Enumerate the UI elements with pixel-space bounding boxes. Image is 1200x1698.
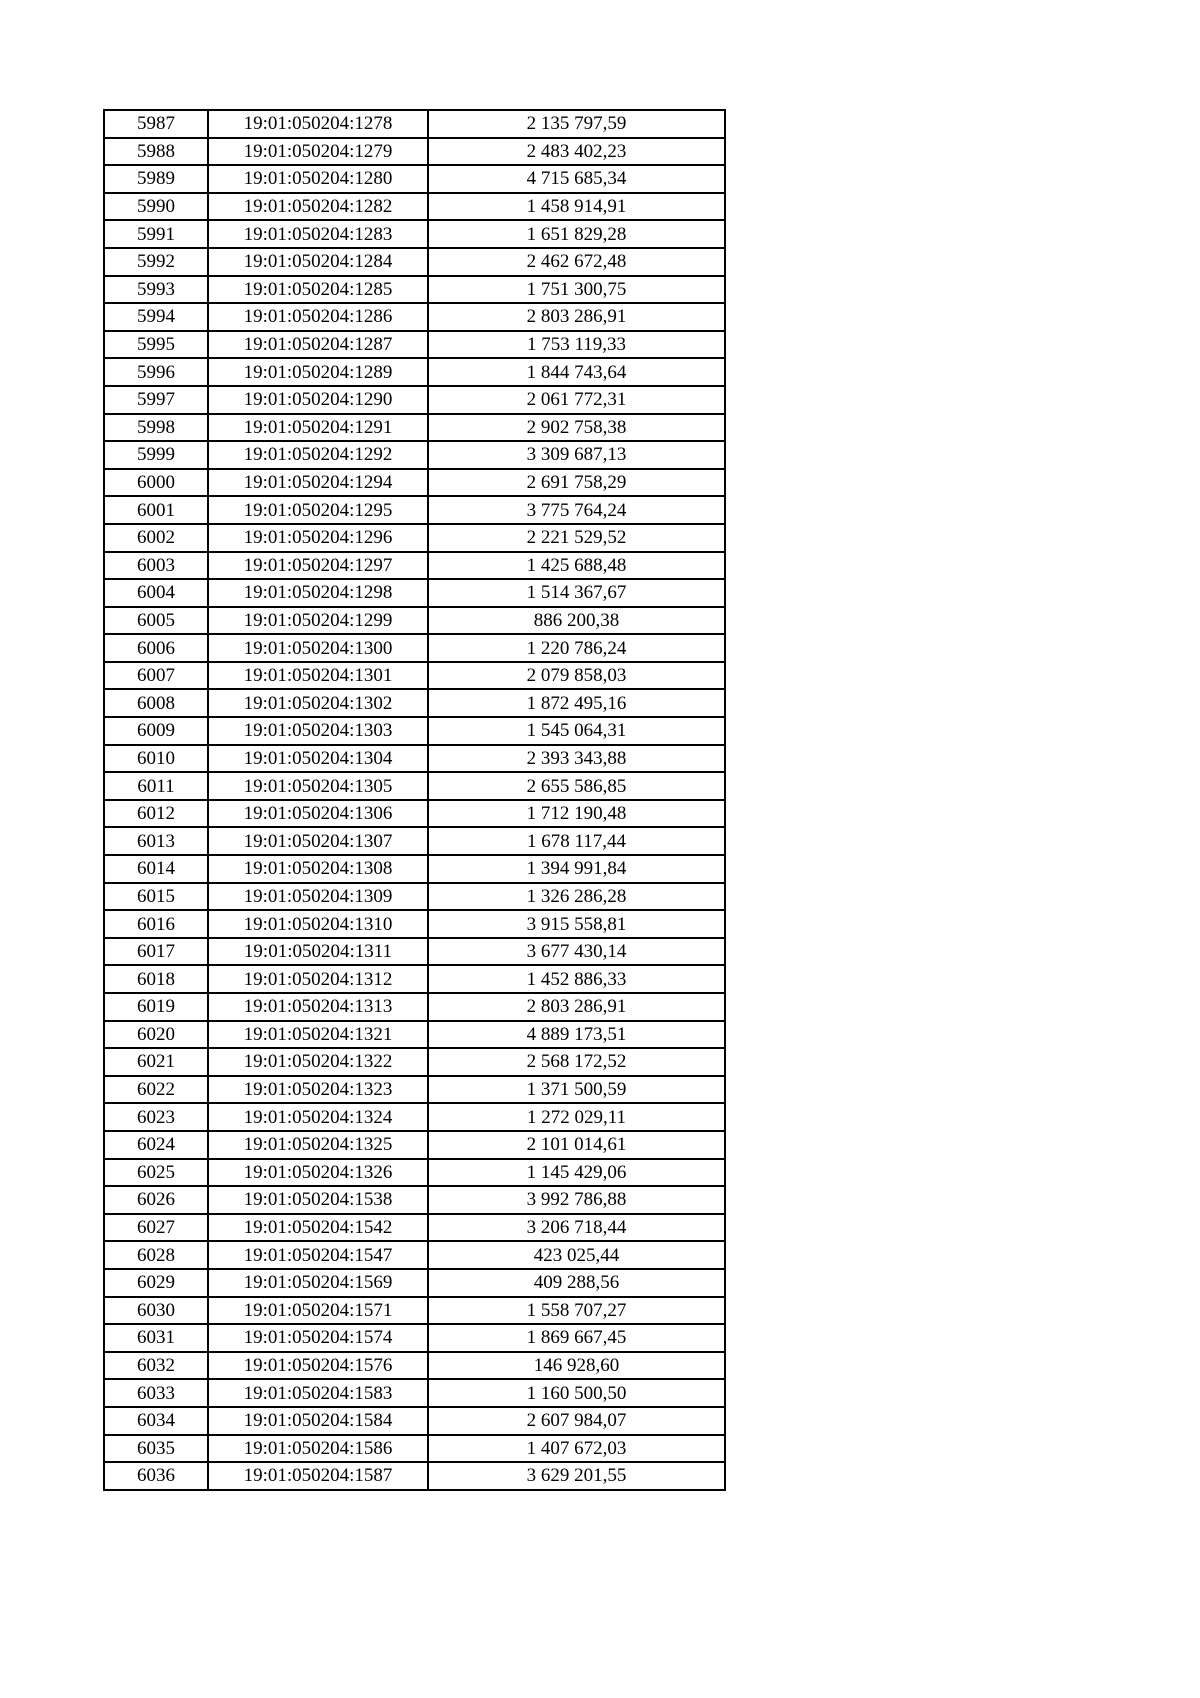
cadastral-value-cell: 1 651 829,28 bbox=[428, 220, 725, 248]
table-row bbox=[104, 634, 725, 662]
cadastral-number-cell: 19:01:050204:1283 bbox=[208, 220, 428, 248]
cadastral-number-cell: 19:01:050204:1301 bbox=[208, 662, 428, 690]
table-row bbox=[104, 772, 725, 800]
cadastral-value-cell: 1 514 367,67 bbox=[428, 579, 725, 607]
cadastral-value-cell: 1 844 743,64 bbox=[428, 358, 725, 386]
cadastral-value-cell: 2 655 586,85 bbox=[428, 772, 725, 800]
cadastral-value-cell: 1 872 495,16 bbox=[428, 689, 725, 717]
cadastral-number-cell: 19:01:050204:1292 bbox=[208, 441, 428, 469]
row-number-cell: 6003 bbox=[104, 552, 208, 580]
cadastral-value-cell: 1 751 300,75 bbox=[428, 276, 725, 304]
cadastral-value-cell: 2 607 984,07 bbox=[428, 1407, 725, 1435]
cadastral-number-cell: 19:01:050204:1278 bbox=[208, 110, 428, 138]
cadastral-value-table bbox=[103, 109, 726, 1491]
cadastral-value-cell: 2 135 797,59 bbox=[428, 110, 725, 138]
cadastral-number-cell: 19:01:050204:1287 bbox=[208, 331, 428, 359]
cadastral-number-cell: 19:01:050204:1299 bbox=[208, 607, 428, 635]
cadastral-number-cell: 19:01:050204:1571 bbox=[208, 1297, 428, 1325]
row-number-cell: 6025 bbox=[104, 1159, 208, 1187]
table-row bbox=[104, 1214, 725, 1242]
row-number-cell: 5991 bbox=[104, 220, 208, 248]
row-number-cell: 6022 bbox=[104, 1076, 208, 1104]
cadastral-value-cell: 1 326 286,28 bbox=[428, 883, 725, 911]
table-body bbox=[104, 110, 725, 1490]
table-row bbox=[104, 993, 725, 1021]
cadastral-number-cell: 19:01:050204:1326 bbox=[208, 1159, 428, 1187]
cadastral-number-cell: 19:01:050204:1307 bbox=[208, 827, 428, 855]
cadastral-number-cell: 19:01:050204:1298 bbox=[208, 579, 428, 607]
cadastral-value-cell: 1 220 786,24 bbox=[428, 634, 725, 662]
table-row bbox=[104, 1379, 725, 1407]
cadastral-number-cell: 19:01:050204:1297 bbox=[208, 552, 428, 580]
cadastral-number-cell: 19:01:050204:1311 bbox=[208, 938, 428, 966]
table-row bbox=[104, 1352, 725, 1380]
row-number-cell: 5998 bbox=[104, 414, 208, 442]
row-number-cell: 6035 bbox=[104, 1435, 208, 1463]
table-row bbox=[104, 1269, 725, 1297]
table-row bbox=[104, 303, 725, 331]
cadastral-value-cell: 2 101 014,61 bbox=[428, 1131, 725, 1159]
cadastral-value-cell: 4 715 685,34 bbox=[428, 165, 725, 193]
cadastral-value-cell: 1 458 914,91 bbox=[428, 193, 725, 221]
cadastral-number-cell: 19:01:050204:1304 bbox=[208, 745, 428, 773]
cadastral-number-cell: 19:01:050204:1323 bbox=[208, 1076, 428, 1104]
cadastral-number-cell: 19:01:050204:1538 bbox=[208, 1186, 428, 1214]
cadastral-number-cell: 19:01:050204:1542 bbox=[208, 1214, 428, 1242]
table-row bbox=[104, 965, 725, 993]
cadastral-value-cell: 3 992 786,88 bbox=[428, 1186, 725, 1214]
cadastral-number-cell: 19:01:050204:1305 bbox=[208, 772, 428, 800]
table-row bbox=[104, 1021, 725, 1049]
cadastral-value-cell: 2 221 529,52 bbox=[428, 524, 725, 552]
row-number-cell: 6034 bbox=[104, 1407, 208, 1435]
cadastral-number-cell: 19:01:050204:1309 bbox=[208, 883, 428, 911]
cadastral-value-cell: 3 206 718,44 bbox=[428, 1214, 725, 1242]
cadastral-number-cell: 19:01:050204:1308 bbox=[208, 855, 428, 883]
row-number-cell: 5988 bbox=[104, 138, 208, 166]
cadastral-value-cell: 2 079 858,03 bbox=[428, 662, 725, 690]
table-row bbox=[104, 276, 725, 304]
cadastral-number-cell: 19:01:050204:1300 bbox=[208, 634, 428, 662]
row-number-cell: 6032 bbox=[104, 1352, 208, 1380]
cadastral-number-cell: 19:01:050204:1586 bbox=[208, 1435, 428, 1463]
table-row bbox=[104, 662, 725, 690]
cadastral-value-cell: 1 425 688,48 bbox=[428, 552, 725, 580]
cadastral-value-cell: 2 568 172,52 bbox=[428, 1048, 725, 1076]
cadastral-value-cell: 2 462 672,48 bbox=[428, 248, 725, 276]
row-number-cell: 6002 bbox=[104, 524, 208, 552]
row-number-cell: 6036 bbox=[104, 1462, 208, 1490]
table-row bbox=[104, 552, 725, 580]
row-number-cell: 6027 bbox=[104, 1214, 208, 1242]
cadastral-value-cell: 409 288,56 bbox=[428, 1269, 725, 1297]
table-row bbox=[104, 1435, 725, 1463]
table-row bbox=[104, 827, 725, 855]
table-row bbox=[104, 524, 725, 552]
cadastral-number-cell: 19:01:050204:1587 bbox=[208, 1462, 428, 1490]
cadastral-value-cell: 1 869 667,45 bbox=[428, 1324, 725, 1352]
table-row bbox=[104, 1407, 725, 1435]
table-row bbox=[104, 938, 725, 966]
cadastral-value-cell: 3 677 430,14 bbox=[428, 938, 725, 966]
cadastral-number-cell: 19:01:050204:1303 bbox=[208, 717, 428, 745]
row-number-cell: 6007 bbox=[104, 662, 208, 690]
table-row bbox=[104, 579, 725, 607]
row-number-cell: 5989 bbox=[104, 165, 208, 193]
cadastral-value-cell: 3 915 558,81 bbox=[428, 910, 725, 938]
cadastral-value-cell: 1 452 886,33 bbox=[428, 965, 725, 993]
cadastral-number-cell: 19:01:050204:1289 bbox=[208, 358, 428, 386]
table-row bbox=[104, 689, 725, 717]
table-row bbox=[104, 1048, 725, 1076]
row-number-cell: 6021 bbox=[104, 1048, 208, 1076]
table-row bbox=[104, 331, 725, 359]
cadastral-number-cell: 19:01:050204:1313 bbox=[208, 993, 428, 1021]
table-row bbox=[104, 745, 725, 773]
cadastral-value-cell: 2 691 758,29 bbox=[428, 469, 725, 497]
cadastral-number-cell: 19:01:050204:1324 bbox=[208, 1103, 428, 1131]
table-row bbox=[104, 386, 725, 414]
cadastral-value-cell: 1 145 429,06 bbox=[428, 1159, 725, 1187]
table-row bbox=[104, 220, 725, 248]
cadastral-number-cell: 19:01:050204:1279 bbox=[208, 138, 428, 166]
row-number-cell: 5990 bbox=[104, 193, 208, 221]
row-number-cell: 5997 bbox=[104, 386, 208, 414]
row-number-cell: 6019 bbox=[104, 993, 208, 1021]
cadastral-number-cell: 19:01:050204:1285 bbox=[208, 276, 428, 304]
row-number-cell: 6030 bbox=[104, 1297, 208, 1325]
row-number-cell: 6033 bbox=[104, 1379, 208, 1407]
cadastral-number-cell: 19:01:050204:1291 bbox=[208, 414, 428, 442]
cadastral-value-cell: 3 309 687,13 bbox=[428, 441, 725, 469]
row-number-cell: 6031 bbox=[104, 1324, 208, 1352]
table-row bbox=[104, 910, 725, 938]
cadastral-number-cell: 19:01:050204:1576 bbox=[208, 1352, 428, 1380]
row-number-cell: 6020 bbox=[104, 1021, 208, 1049]
cadastral-value-cell: 146 928,60 bbox=[428, 1352, 725, 1380]
row-number-cell: 5992 bbox=[104, 248, 208, 276]
table-row bbox=[104, 855, 725, 883]
table-row bbox=[104, 110, 725, 138]
table-row bbox=[104, 414, 725, 442]
row-number-cell: 6009 bbox=[104, 717, 208, 745]
row-number-cell: 5999 bbox=[104, 441, 208, 469]
cadastral-number-cell: 19:01:050204:1569 bbox=[208, 1269, 428, 1297]
cadastral-value-cell: 1 712 190,48 bbox=[428, 800, 725, 828]
cadastral-value-cell: 2 483 402,23 bbox=[428, 138, 725, 166]
row-number-cell: 6006 bbox=[104, 634, 208, 662]
cadastral-number-cell: 19:01:050204:1296 bbox=[208, 524, 428, 552]
table-row bbox=[104, 1131, 725, 1159]
cadastral-value-cell: 1 371 500,59 bbox=[428, 1076, 725, 1104]
table-row bbox=[104, 165, 725, 193]
row-number-cell: 5994 bbox=[104, 303, 208, 331]
table-row bbox=[104, 441, 725, 469]
row-number-cell: 6028 bbox=[104, 1241, 208, 1269]
cadastral-number-cell: 19:01:050204:1306 bbox=[208, 800, 428, 828]
cadastral-number-cell: 19:01:050204:1547 bbox=[208, 1241, 428, 1269]
row-number-cell: 6016 bbox=[104, 910, 208, 938]
cadastral-number-cell: 19:01:050204:1284 bbox=[208, 248, 428, 276]
cadastral-number-cell: 19:01:050204:1310 bbox=[208, 910, 428, 938]
cadastral-number-cell: 19:01:050204:1321 bbox=[208, 1021, 428, 1049]
table-row bbox=[104, 193, 725, 221]
table-row bbox=[104, 138, 725, 166]
table-row bbox=[104, 1186, 725, 1214]
table-row bbox=[104, 1159, 725, 1187]
cadastral-value-cell: 2 803 286,91 bbox=[428, 303, 725, 331]
cadastral-value-cell: 2 061 772,31 bbox=[428, 386, 725, 414]
table-row bbox=[104, 1462, 725, 1490]
cadastral-value-cell: 3 775 764,24 bbox=[428, 496, 725, 524]
row-number-cell: 6013 bbox=[104, 827, 208, 855]
table-row bbox=[104, 496, 725, 524]
row-number-cell: 6012 bbox=[104, 800, 208, 828]
row-number-cell: 5995 bbox=[104, 331, 208, 359]
row-number-cell: 6000 bbox=[104, 469, 208, 497]
row-number-cell: 6010 bbox=[104, 745, 208, 773]
cadastral-value-cell: 1 394 991,84 bbox=[428, 855, 725, 883]
row-number-cell: 6029 bbox=[104, 1269, 208, 1297]
table-row bbox=[104, 883, 725, 911]
table-row bbox=[104, 358, 725, 386]
row-number-cell: 6024 bbox=[104, 1131, 208, 1159]
cadastral-number-cell: 19:01:050204:1322 bbox=[208, 1048, 428, 1076]
cadastral-value-cell: 1 753 119,33 bbox=[428, 331, 725, 359]
cadastral-value-cell: 1 272 029,11 bbox=[428, 1103, 725, 1131]
cadastral-value-cell: 2 902 758,38 bbox=[428, 414, 725, 442]
row-number-cell: 6026 bbox=[104, 1186, 208, 1214]
table-row bbox=[104, 1297, 725, 1325]
cadastral-number-cell: 19:01:050204:1295 bbox=[208, 496, 428, 524]
cadastral-value-cell: 1 558 707,27 bbox=[428, 1297, 725, 1325]
cadastral-number-cell: 19:01:050204:1290 bbox=[208, 386, 428, 414]
table-row bbox=[104, 1103, 725, 1131]
cadastral-value-cell: 2 803 286,91 bbox=[428, 993, 725, 1021]
table-row bbox=[104, 1324, 725, 1352]
cadastral-number-cell: 19:01:050204:1286 bbox=[208, 303, 428, 331]
cadastral-value-cell: 1 545 064,31 bbox=[428, 717, 725, 745]
row-number-cell: 6001 bbox=[104, 496, 208, 524]
table-row bbox=[104, 607, 725, 635]
cadastral-value-cell: 4 889 173,51 bbox=[428, 1021, 725, 1049]
row-number-cell: 6005 bbox=[104, 607, 208, 635]
cadastral-number-cell: 19:01:050204:1574 bbox=[208, 1324, 428, 1352]
cadastral-value-cell: 1 160 500,50 bbox=[428, 1379, 725, 1407]
row-number-cell: 6017 bbox=[104, 938, 208, 966]
cadastral-number-cell: 19:01:050204:1584 bbox=[208, 1407, 428, 1435]
row-number-cell: 6014 bbox=[104, 855, 208, 883]
cadastral-value-cell: 1 407 672,03 bbox=[428, 1435, 725, 1463]
cadastral-value-cell: 2 393 343,88 bbox=[428, 745, 725, 773]
row-number-cell: 5996 bbox=[104, 358, 208, 386]
row-number-cell: 6018 bbox=[104, 965, 208, 993]
table-row bbox=[104, 800, 725, 828]
row-number-cell: 6008 bbox=[104, 689, 208, 717]
table-row bbox=[104, 717, 725, 745]
row-number-cell: 6015 bbox=[104, 883, 208, 911]
cadastral-value-cell: 3 629 201,55 bbox=[428, 1462, 725, 1490]
table-row bbox=[104, 1241, 725, 1269]
cadastral-number-cell: 19:01:050204:1294 bbox=[208, 469, 428, 497]
row-number-cell: 5993 bbox=[104, 276, 208, 304]
cadastral-value-cell: 1 678 117,44 bbox=[428, 827, 725, 855]
row-number-cell: 5987 bbox=[104, 110, 208, 138]
cadastral-number-cell: 19:01:050204:1280 bbox=[208, 165, 428, 193]
row-number-cell: 6004 bbox=[104, 579, 208, 607]
cadastral-number-cell: 19:01:050204:1583 bbox=[208, 1379, 428, 1407]
table-row bbox=[104, 1076, 725, 1104]
table-row bbox=[104, 469, 725, 497]
cadastral-number-cell: 19:01:050204:1312 bbox=[208, 965, 428, 993]
row-number-cell: 6011 bbox=[104, 772, 208, 800]
cadastral-value-cell: 886 200,38 bbox=[428, 607, 725, 635]
cadastral-value-cell: 423 025,44 bbox=[428, 1241, 725, 1269]
cadastral-number-cell: 19:01:050204:1325 bbox=[208, 1131, 428, 1159]
row-number-cell: 6023 bbox=[104, 1103, 208, 1131]
cadastral-number-cell: 19:01:050204:1282 bbox=[208, 193, 428, 221]
table-row bbox=[104, 248, 725, 276]
cadastral-number-cell: 19:01:050204:1302 bbox=[208, 689, 428, 717]
